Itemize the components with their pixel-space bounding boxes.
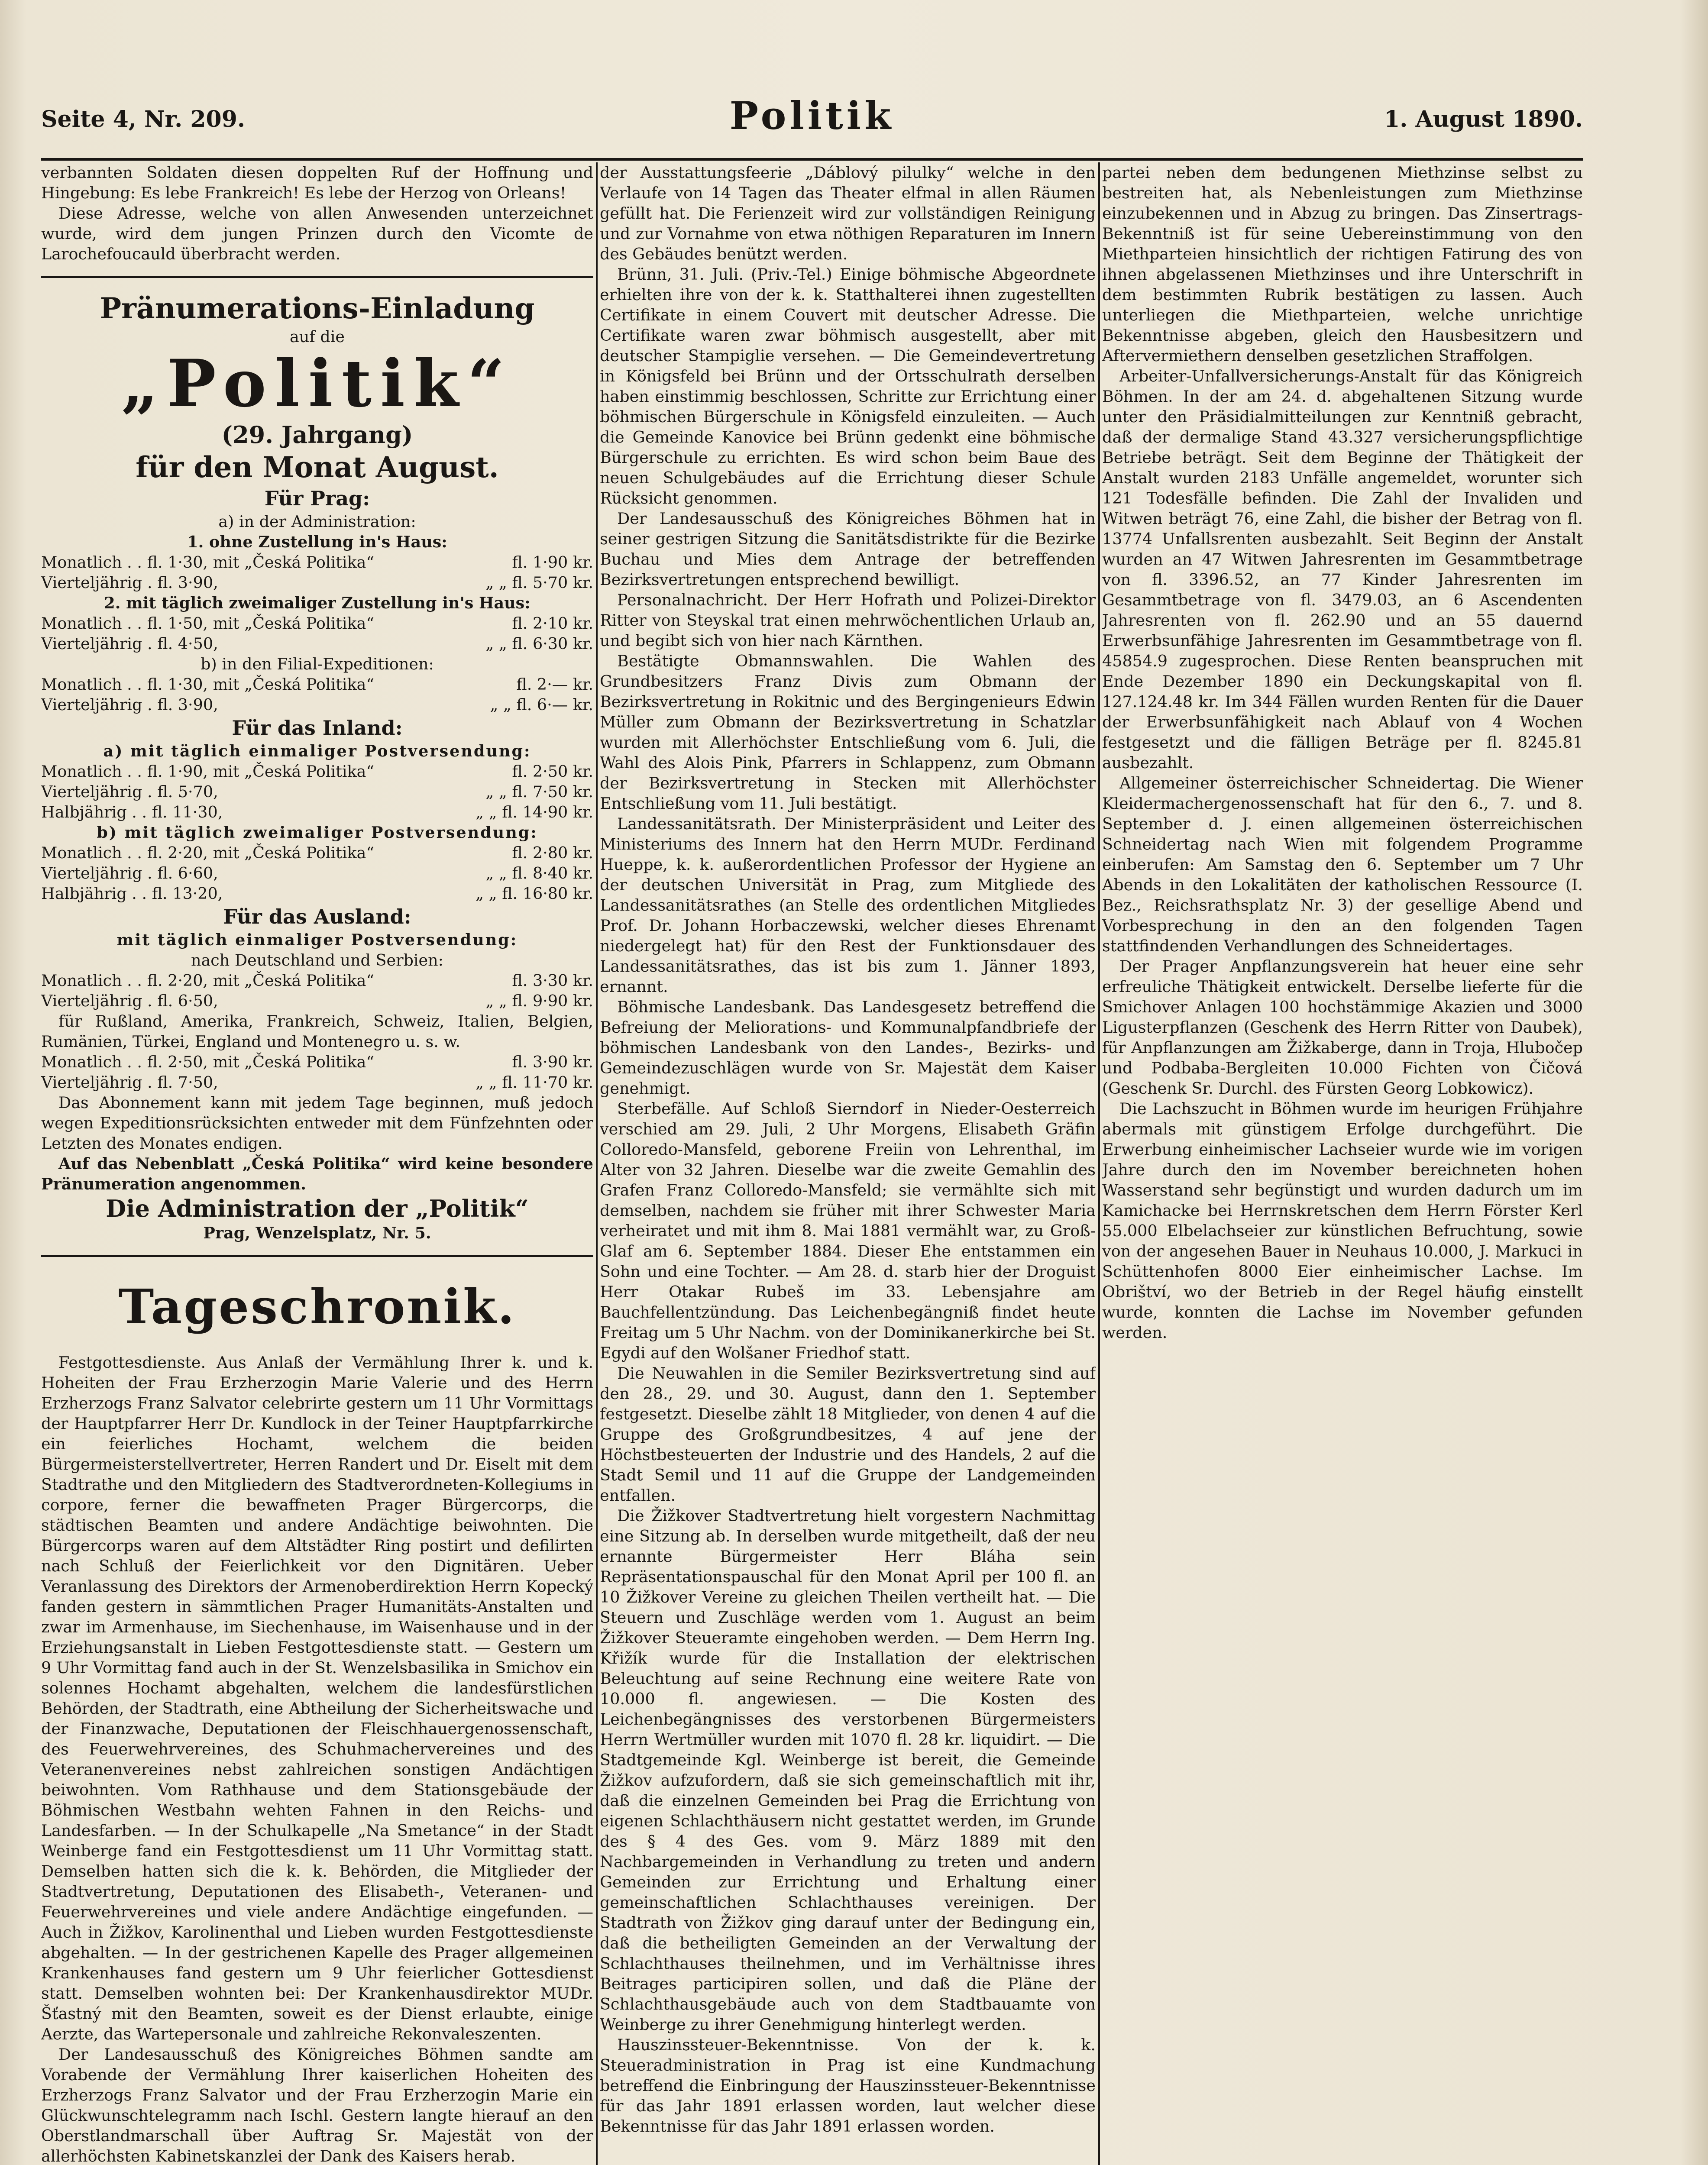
intro-text-2: Diese Adresse, welche von allen Anwesenden unterzeichnet wurde, wird dem jungen Prinzen durch den Vicomte de Larochefoucauld überbracht werden.: [41, 204, 593, 263]
column-1: [41, 162, 593, 2165]
divider: [41, 1255, 593, 1257]
invite-month: für den Monat August.: [136, 450, 499, 484]
article-paragraph: Der Landesausschuß des Königreiches Böhmen hat in seiner gestrigen Sitzung die Sanitätsdistrikte für die Bezirke Buchau und Mies dem Antrage der betreffenden Bezirksvertretungen entsprechend bewilligt.: [600, 509, 1096, 589]
price-row: Monatlich . . fl. 1·50, mit „Česká Politika“ fl. 2·10 kr.: [41, 614, 593, 633]
column-rule-1: [596, 162, 598, 2165]
prag-title: Für Prag:: [264, 487, 370, 510]
price-row: Vierteljährig . fl. 6·50, „ „ fl. 9·90 kr.: [41, 992, 593, 1010]
ausland-other: für Rußland, Amerika, Frankreich, Schweiz, Italien, Belgien, Rumänien, Türkei, England und Montenegro u. s. w.: [41, 1012, 593, 1051]
invite-title: Pränumerations-Einladung: [100, 291, 535, 325]
article-paragraph: Die Neuwahlen in die Semiler Bezirksvertretung sind auf den 28., 29. und 30. August, dann den 1. September festgesetzt. Dieselbe zählt 18 Mitglieder, von denen 4 auf die Gruppe des Großgrundbesitzes, 4 auf jene der Höchstbesteuerten der Industrie und des Handels, 2 auf die Stadt Semil und 11 auf die Gruppe der Landgemeinden entfallen.: [600, 1364, 1096, 1505]
article-paragraph: Die Žižkover Stadtvertretung hielt vorgestern Nachmittag eine Sitzung ab. In derselben wurde mitgetheilt, daß der neu ernannte Bürgermeister Herr Bláha sein Repräsentationspauschal für den Monat April per 100 fl. an 10 Žižkover Vereine zu gleichen Theilen vertheilt hat. — Die Steuern und Zuschläge werden vom 1. August an beim Žižkover Steueramte eingehoben werden. — Dem Herrn Ing. Křižík wurde für die Installation der elektrischen Beleuchtung auf seine Rechnung eine weitere Rate von 10.000 fl. angewiesen. — Die Kosten des Leichenbegängnisses des verstorbenen Bürgermeisters Herrn Wertmüller wurden mit 1070 fl. 28 kr. liquidirt. — Die Stadtgemeinde Kgl. Weinberge ist bereit, die Gemeinde Žižkov aufzufordern, daß sie sich gemeinschaftlich mit ihr, daß die einzelnen Gemeinden bei Prag die Errichtung von eigenen Schlachthäusern nicht gestattet werden, im Grunde des § 4 des Ges. vom 9. März 1889 mit den Nachbargemeinden in Verhandlung zu treten und andern Gemeinden zur Errichtung und Erhaltung einer gemeinschaftlichen Schlachthauses vereinigen. Der Stadtrath von Žižkov ging darauf unter der Bedingung ein, daß die betheiligten Gemeinden an der Verwaltung der Schlachthauses theilnehmen, und im Verhältnisse ihres Beitrages participiren sollen, und daß die Pläne der Schlachthausgebäude auch von dem Stadtbauamte von Weinberge zu ihrer Genehmigung hinterlegt werden.: [600, 1506, 1096, 2034]
price-row: Vierteljährig . fl. 5·70, „ „ fl. 7·50 kr.: [41, 782, 593, 801]
prag-filial: b) in den Filial-Expeditionen:: [201, 655, 434, 673]
price-row: Vierteljährig . fl. 6·60, „ „ fl. 8·40 kr.: [41, 864, 593, 882]
article-paragraph: Allgemeiner österreichischer Schneidertag. Die Wiener Kleidermachergenossenschaft hat für den 6., 7. und 8. September d. J. einen allgemeinen österreichischen Schneidertag nach Wien mit folgendem Programme einberufen: Am Samstag den 6. September um 7 Uhr Abends in den Lokalitäten der katholischen Ressource (I. Bez., Reichsrathsplatz Nr. 3) der gesellige Abend und Vorbesprechung in den an den folgenden Tagen stattfindenden Verhandlungen des Schneidertages.: [1102, 774, 1583, 955]
article-paragraph: Böhmische Landesbank. Das Landesgesetz betreffend die Befreiung der Meliorations- und Kommunalpfandbriefe der böhmischen Landesbank von den Landes-, Bezirks- und Gemeindezuschlägen wurde von Sr. Majestät dem Kaiser genehmigt.: [600, 998, 1096, 1098]
ausland-de: nach Deutschland und Serbien:: [191, 951, 443, 969]
masthead: [41, 93, 1583, 161]
divider: [41, 276, 593, 278]
article-paragraph: Arbeiter-Unfallversicherungs-Anstalt für das Königreich Böhmen. In der am 24. d. abgehaltenen Sitzung wurde unter den Präsidialmitteilungen zur Kenntniß gebracht, daß der dermalige Stand 43.327 versicherungspflichtige Betriebe beträgt. Seit dem Beginne der Thätigkeit der Anstalt wurden 2183 Unfälle angemeldet, worunter sich 121 Todesfälle befinden. Die Zahl der Invaliden und Witwen beträgt 76, eine Zahl, die bisher der Betrag von fl. 13774 Unfallsrenten ausbezahlt. Seit Beginn der Anstalt wurden an 47 Witwen Jahresrenten im Gesammtbetrage von fl. 3396.52, an 77 Kinder Jahresrenten im Gesammtbetrage von fl. 3479.03, an 6 Ascendenten Jahresrenten von fl. 262.90 und an 55 dauernd Erwerbsunfähige Jahresrenten im Gesammtbetrage von fl. 45854.9 zugesprochen. Diese Renten beanspruchen mit Ende Dezember 1890 ein Deckungskapital von fl. 127.124.48 kr. Im 344 Fällen wurden Renten für die Dauer der Erwerbsunfähigkeit nach Ablauf von 4 Wochen festgesetzt und die fälligen Beträge per fl. 8245.81 ausbezahlt.: [1102, 367, 1583, 772]
price-row: Vierteljährig . fl. 3·90, „ „ fl. 6·— kr.: [41, 695, 593, 714]
prag-option-2: 2. mit täglich zweimaliger Zustellung in's Haus:: [104, 594, 531, 612]
invite-year: (29. Jahrgang): [221, 421, 413, 449]
column-2: [600, 162, 1096, 2165]
article-paragraph: Landessanitätsrath. Der Ministerpräsident und Leiter des Ministeriums des Innern hat den Herrn MUDr. Ferdinand Hueppe, k. k. außerordentlichen Professor der Hygiene an der deutschen Universität in Prag, zum Mitgliede des Landessanitätsrathes (an Stelle des ordentlichen Mitgliedes Prof. Dr. Johann Horbaczewski, welcher dieses Ehrenamt niedergelegt hat) für den Rest der Funktionsdauer des Landessanitätsrathes, das ist bis zum 1. Jänner 1893, ernannt.: [600, 814, 1096, 996]
prag-admin: a) in der Administration:: [218, 512, 416, 531]
address: Prag, Wenzelsplatz, Nr. 5.: [203, 1224, 431, 1242]
article-paragraph: Hauszinssteuer-Bekenntnisse. Von der k. k. Steueradministration in Prag ist eine Kundmachung betreffend die Einbringung der Hauszinssteuer-Bekenntnisse für das Jahr 1891 erlassen worden, laut welcher diese Bekenntnisse für das Jahr 1891 erlassen worden.: [600, 2036, 1096, 2136]
price-row: Monatlich . . fl. 2·20, mit „Česká Politika“ fl. 2·80 kr.: [41, 843, 593, 862]
article-paragraph: Brünn, 31. Juli. (Priv.-Tel.) Einige böhmische Abgeordnete erhielten ihre von der k. k. Statthalterei ihnen zugestellten Certifikate in einem Couvert mit deutscher Adresse. Die Certifikate waren zwar böhmisch ausgestellt, aber mit deutscher Stampiglie versehen. — Die Gemeindevertretung in Königsfeld bei Brünn und der Ortsschulrath derselben haben einstimmig beschlossen, Schritte zur Errichtung einer böhmischen Bürgerschule in Königsfeld einzuleiten. — Auch die Gemeinde Kanovice bei Brünn gedenkt eine böhmische Bürgerschule zu errichten. Es wird schon beim Baue des neuen Schulgebäudes auf die Errichtung dieser Schule Rücksicht genommen.: [600, 265, 1096, 507]
article-paragraph: Festgottesdienste. Aus Anlaß der Vermählung Ihrer k. und k. Hoheiten der Frau Erzherzogin Marie Valerie und des Herrn Erzherzogs Franz Salvator celebrirte gestern um 11 Uhr Vormittags der Hauptpfarrer Herr Dr. Kundlock in der Teiner Hauptpfarrkirche ein feierliches Hochamt, welchem die beiden Bürgermeisterstellvertreter, Herren Randert und Dr. Eiselt mit dem Stadtrathe und den Mitgliedern des Stadtverordneten-Kollegiums in corpore, ferner die bewaffneten Prager Bürgercorps, die städtischen Beamten und andere Andächtige beiwohnten. Die Bürgercorps waren auf dem Altstädter Ring postirt und defilirten nach Schluß der Feierlichkeit vor den Dignitären. Ueber Veranlassung des Direktors der Armenoberdirektion Herrn Kopecký fanden gestern in sämmtlichen Prager Humanitäts-Anstalten und zwar im Armenhause, im Siechenhause, im Waisenhause und in der Erziehungsanstalt in Lieben Festgottesdienste statt. — Gestern um 9 Uhr Vormittag fand auch in der St. Wenzelsbasilika in Smichov ein solennes Hochamt abgehalten, welchem die landesfürstlichen Behörden, der Stadtrath, eine Abtheilung der Sicherheitswache und der Finanzwache, Deputationen der Fleischhauergenossenschaft, des Feuerwehrvereines, des Schuhmachervereines und des Veteranenvereines nebst zahlreichen sonstigen Andächtigen beiwohnten. Vom Rathhause und dem Stationsgebäude der Böhmischen Westbahn wehten Fahnen in den Reichs- und Landesfarben. — In der Schulkapelle „Na Smetance“ in der Stadt Weinberge fand ein Festgottesdienst um 11 Uhr Vormittag statt. Demselben hatten sich die k. k. Behörden, die Mitglieder der Stadtvertretung, Deputationen des Elisabeth-, Veteranen- und Feuerwehrvereines und viele andere Andächtige eingefunden. — Auch in Žižkov, Karolinenthal und Lieben wurden Festgottesdienste abgehalten. — In der gestrichenen Kapelle des Prager allgemeinen Krankenhauses fand gestern um 9 Uhr feierlicher Gottesdienst statt. Demselben wohnten bei: Der Krankenhausdirektor MUDr. Šťastný mit den Beamten, soweit es der Dienst erlaubte, einige Aerzte, das Wartepersonale und zahlreiche Rekonvaleszenten.: [41, 1353, 593, 2043]
column-rule-2: [1098, 162, 1100, 2165]
issue-date: 1. August 1890.: [1384, 106, 1583, 132]
ausland-title: Für das Ausland:: [223, 905, 411, 928]
price-row: Halbjährig . . fl. 13·20, „ „ fl. 16·80 kr.: [41, 884, 593, 903]
inland-title: Für das Inland:: [232, 716, 403, 740]
article-paragraph: Die Lachszucht in Böhmen wurde im heurigen Frühjahre abermals mit günstigem Erfolge durchgeführt. Die Erwerbung einheimischer Lachseier wurde wie im vorigen Jahre durch den im November bereichneten hohen Wasserstand sehr begünstigt und wurden dadurch um im Kamichacke bei Herrnskretschen dem Herrn Förster Kerl 55.000 Elbelachseier zur künstlichen Befruchtung, sowie von der angesehen Bauer in Neuhaus 10.000, J. Markuci in Schüttenhofen 8000 Eier einheimischer Lachse. Im Obrištví, wo der Betrieb in der Regel häufig einstellt wurde, konnten die Lachse im November gefunden werden.: [1102, 1099, 1583, 1342]
price-row: Vierteljährig . fl. 7·50, „ „ fl. 11·70 kr.: [41, 1073, 593, 1092]
price-row: Monatlich . . fl. 2·20, mit „Česká Politika“ fl. 3·30 kr.: [41, 971, 593, 990]
inland-b: b) mit täglich zweimaliger Postversendung:: [97, 823, 538, 842]
price-row: Monatlich . . fl. 2·50, mit „Česká Politika“ fl. 3·90 kr.: [41, 1053, 593, 1071]
administration: Die Administration der „Politik“: [106, 1195, 529, 1222]
column-3: [1102, 162, 1583, 2165]
intro-text: verbannten Soldaten diesen doppelten Ruf der Hoffnung und Hingebung: Es lebe Frankreich! Es lebe der Herzog von Orleans!: [41, 163, 593, 202]
article-paragraph: Bestätigte Obmannswahlen. Die Wahlen des Grundbesitzers Franz Divis zum Obmann der Bezirksvertretung in Rokitnic und des Bergingenieurs Edwin Müller zum Obmann der Bezirksvertretung in Schatzlar wurden mit Allerhöchster Entschließung vom 6. Juli, die Wahl des Alois Pink, Pfarrers in Schlappenz, zum Obmann der Bezirksvertretung in Stecken mit Allerhöchster Entschließung vom 11. Juli bestätigt.: [600, 652, 1096, 813]
article-paragraph: Der Landesausschuß des Königreiches Böhmen sandte am Vorabende der Vermählung Ihrer kaiserlichen Hoheiten des Erzherzogs Franz Salvator und der Frau Erzherzogin Marie ein Glückwunschtelegramm nach Ischl. Gestern langte hierauf an den Oberstlandmarschall über Auftrag Sr. Majestät von der allerhöchsten Kabinetskanzlei der Dank des Kaisers herab.: [41, 2045, 593, 2165]
article-paragraph: Personalnachricht. Der Herr Hofrath und Polizei-Direktor Ritter von Steyskal trat einen mehrwöchentlichen Urlaub an, und begibt sich von hier nach Kärnthen.: [600, 591, 1096, 650]
invite-paper: „Politik“: [121, 346, 514, 422]
invite-sub: auf die: [289, 327, 345, 346]
subscription-note: Das Abonnement kann mit jedem Tage beginnen, muß jedoch wegen Expeditionsrücksichten entweder mit dem Fünfzehnten oder Letzten des Monates endigen.: [41, 1093, 593, 1153]
price-row: Monatlich . . fl. 1·30, mit „Česká Politika“ fl. 1·90 kr.: [41, 553, 593, 572]
price-row: Monatlich . . fl. 1·30, mit „Česká Politika“ fl. 2·— kr.: [41, 675, 593, 694]
price-row: Vierteljährig . fl. 3·90, „ „ fl. 5·70 kr.: [41, 573, 593, 592]
newspaper-title: Politik: [729, 93, 895, 138]
article-paragraph: Der Prager Anpflanzungsverein hat heuer eine sehr erfreuliche Thätigkeit entwickelt. Derselbe lieferte für die Smichover Anlagen 100 hochstämmige Akazien und 3000 Ligusterpflanzen (Geschenk des Herrn Ritter von Daubek), für Anpflanzungen am Žižkaberge, dann in Troja, Hlubočep und Podbaba-Bergleiten 10.000 Fichten von Čičová (Geschenk Sr. Durchl. des Fürsten Georg Lobkowicz).: [1102, 957, 1583, 1098]
inland-a: a) mit täglich einmaliger Postversendung:: [103, 742, 531, 760]
article-paragraph: Sterbefälle. Auf Schloß Sierndorf in Nieder-Oesterreich verschied am 29. Juli, 2 Uhr Morgens, Elisabeth Gräfin Colloredo-Mansfeld, geborene Freiin von Lehrenthal, im Alter von 32 Jahren. Dieselbe war die zweite Gemahlin des Grafen Franz Colloredo-Mansfeld; sie vermählte sich mit demselben, nachdem sie früher mit ihrer Schwester Maria verheiratet und mit ihm 8. Mai 1881 vermählt war, zu Groß-Glaf am 6. September 1884. Dieser Ehe entstammen ein Sohn und eine Tochter. — Am 28. d. starb hier der Droguist Herr Otakar Rubeš im 33. Lebensjahre am Bauchfellentzündung. Das Leichenbegängniß findet heute Freitag um 5 Uhr Nachm. von der Dominikanerkirche bei St. Egydi auf den Wolšaner Friedhof statt.: [600, 1099, 1096, 1362]
supplement-note: Auf das Nebenblatt „Česká Politika“ wird keine besondere Pränumeration angenommen.: [41, 1154, 593, 1193]
price-row: Vierteljährig . fl. 4·50, „ „ fl. 6·30 kr.: [41, 634, 593, 653]
prag-option-1: 1. ohne Zustellung in's Haus:: [187, 533, 447, 551]
price-row: Monatlich . . fl. 1·90, mit „Česká Politika“ fl. 2·50 kr.: [41, 762, 593, 781]
ausland-a: mit täglich einmaliger Postversendung:: [116, 931, 518, 949]
price-row: Halbjährig . . fl. 11·30, „ „ fl. 14·90 kr.: [41, 803, 593, 821]
section-title: Tageschronik.: [118, 1279, 516, 1335]
article-paragraph: der Ausstattungsfeerie „Dáblový pilulky“ welche in den Verlaufe von 14 Tagen das Theater elfmal in allen Räumen gefüllt hat. Die Ferienzeit wird zur vollständigen Reinigung und zur Vornahme von etwa nöthigen Reparaturen im Innern des Gebäudes benützt werden.: [600, 163, 1096, 263]
article-paragraph: partei neben dem bedungenen Miethzinse selbst zu bestreiten hat, als Nebenleistungen zum Miethzinse einzubekennen und in Abzug zu bringen. Das Zinsertrags-Bekenntniß ist für seine Uebereinstimmung von den Miethparteien hinsichtlich der richtigen Fatirung des von ihnen abgelassenen Miethzinses und ihre Unterschrift in dem bestimmten Rubrik bestätigen zu lassen. Auch unterliegen die Miethparteien, welche unrichtige Bekenntnisse abgeben, gleich den Hausbesitzern und Aftervermiethern denselben gesetzlichen Straffolgen.: [1102, 163, 1583, 365]
page-number: Seite 4, Nr. 209.: [41, 106, 245, 132]
